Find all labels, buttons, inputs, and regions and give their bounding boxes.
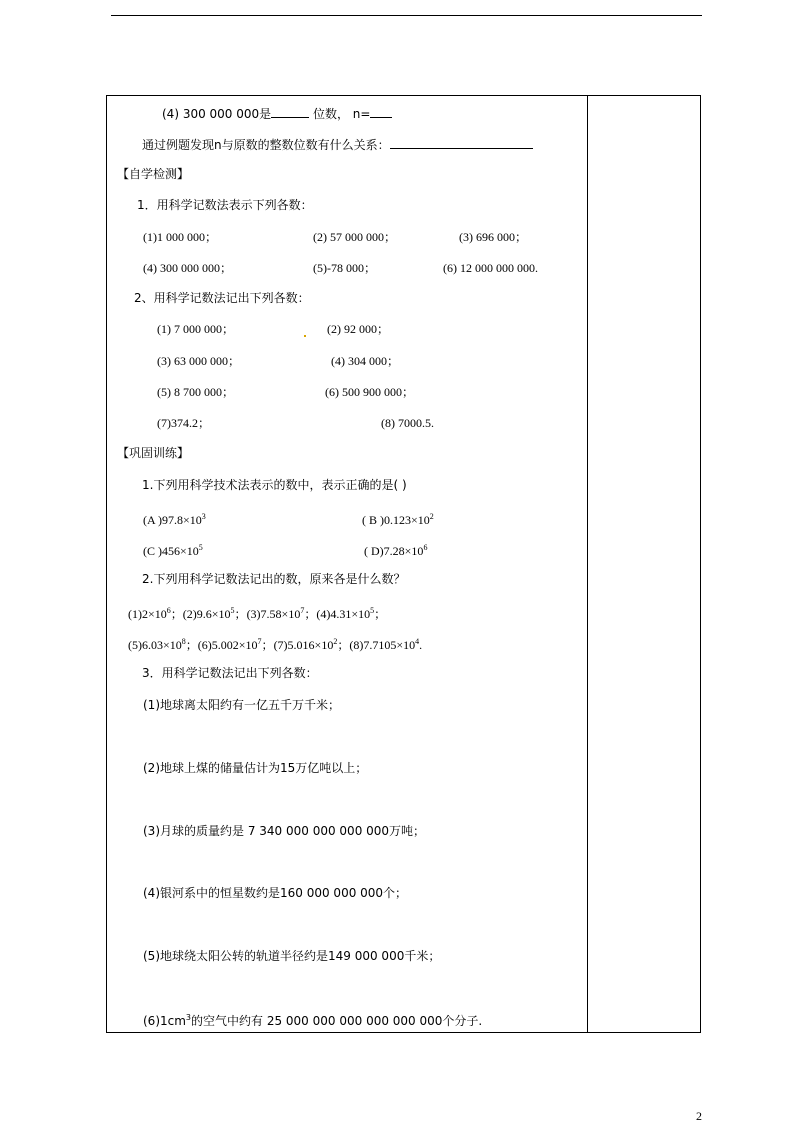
q1-option-b-exp: 2 bbox=[429, 512, 434, 521]
q2-item-5: $(5)6.03\times 10^8$； bbox=[128, 637, 198, 652]
p2-item-2: (2) 92 000； bbox=[327, 322, 389, 336]
p1-item-3: (3) 696 000； bbox=[459, 230, 527, 244]
q3-item-1: (1)地球离太阳约有一亿五千万千米； bbox=[143, 698, 340, 712]
q1-option-a-exp: 3 bbox=[201, 512, 206, 521]
observe-blank bbox=[390, 136, 533, 149]
q1-option-d-exp: 6 bbox=[423, 543, 428, 552]
q3-item-5: (5)地球绕太阳公转的轨道半径约是149 000 000千米； bbox=[143, 949, 441, 963]
q3-item-3: (3)月球的质量约是 7 340 000 000 000 000万吨； bbox=[143, 824, 426, 838]
q2-item-2: $(2)9.6\times 10^5$； bbox=[182, 606, 247, 621]
q2-item-7: $(7)5.016\times 10^2$； bbox=[273, 637, 350, 652]
q3-item-6-post: 的空气中约有 25 000 000 000 000 000 000个分子. bbox=[191, 1014, 483, 1028]
q1-option-d bbox=[364, 540, 427, 559]
q2-item-1: $(1)2\times 10^6$； bbox=[128, 606, 183, 621]
q4-label: (4) 300 000 000是 bbox=[162, 107, 272, 121]
q1-option-d-text: ( D)7.28×10 bbox=[364, 544, 424, 558]
q2-item-4: $(4)4.31\times 10^5$； bbox=[316, 606, 387, 621]
q2-row-2 bbox=[128, 634, 422, 653]
q2-item-8: $(8)7.7105\times 10^4$. bbox=[349, 637, 423, 652]
header-rule bbox=[111, 15, 702, 16]
q2-item-6: $(6)5.002\times 10^7$； bbox=[197, 637, 274, 652]
q4-blank-digits bbox=[271, 105, 309, 118]
q3-item-6-exp: 3 bbox=[185, 1013, 192, 1022]
p1-title: 1．用科学记数法表示下列各数： bbox=[137, 198, 313, 212]
notes-column-divider bbox=[587, 95, 588, 1033]
p2-item-6: (6) 500 900 000； bbox=[325, 385, 414, 399]
p1-item-4: (4) 300 000 000； bbox=[143, 261, 232, 275]
page-number: 2 bbox=[696, 1109, 702, 1123]
q1-option-b-text: ( B )0.123×10 bbox=[362, 513, 430, 527]
q1-option-a-text: (A )97.8×10 bbox=[143, 513, 202, 527]
p1-item-2: (2) 57 000 000； bbox=[313, 230, 396, 244]
section-heading-practice: 【巩固训练】 bbox=[117, 446, 190, 460]
p2-item-7: (7)374.2； bbox=[157, 416, 210, 430]
p2-title: 2、用科学记数法记出下列各数： bbox=[134, 291, 310, 305]
q3-item-4: (4)银河系中的恒星数约是160 000 000 000个； bbox=[143, 886, 408, 900]
p2-item-5: (5) 8 700 000； bbox=[157, 385, 234, 399]
q4-blank-n bbox=[370, 105, 392, 118]
q1-option-c-exp: 5 bbox=[198, 543, 203, 552]
q4-line bbox=[162, 105, 392, 122]
p2-item-1: (1) 7 000 000； bbox=[157, 322, 234, 336]
q1-option-b bbox=[362, 509, 434, 528]
q3-title: 3．用科学记数法记出下列各数： bbox=[142, 666, 318, 680]
section-heading-self-check: 【自学检测】 bbox=[117, 167, 190, 181]
q1-option-c bbox=[143, 540, 203, 559]
stray-dot bbox=[304, 335, 306, 337]
p2-item-4: (4) 304 000； bbox=[331, 354, 399, 368]
q2-row-1 bbox=[128, 603, 386, 622]
q1-title: 1.下列用科学技术法表示的数中，表示正确的是( ) bbox=[142, 478, 407, 492]
q2-item-3: $(3)7.58\times 10^7$； bbox=[246, 606, 317, 621]
q4-mid: 位数， n= bbox=[309, 107, 371, 121]
p1-item-6: (6) 12 000 000 000. bbox=[443, 261, 538, 275]
q3-item-6-pre: (6)1cm bbox=[143, 1014, 186, 1028]
p1-item-1: (1)1 000 000； bbox=[143, 230, 217, 244]
q3-item-2: (2)地球上煤的储量估计为15万亿吨以上； bbox=[143, 761, 368, 775]
q1-option-a bbox=[143, 509, 206, 528]
observe-line bbox=[142, 136, 533, 153]
p1-item-5: (5)-78 000； bbox=[313, 261, 376, 275]
q1-option-c-text: (C )456×10 bbox=[143, 544, 199, 558]
q2-title: 2.下列用科学记数法记出的数，原来各是什么数？ bbox=[142, 572, 406, 586]
q3-item-6 bbox=[143, 1010, 482, 1029]
observe-text: 通过例题发现n与原数的整数位数有什么关系： bbox=[142, 138, 390, 152]
p2-item-8: (8) 7000.5. bbox=[381, 416, 434, 430]
p2-item-3: (3) 63 000 000； bbox=[157, 354, 240, 368]
